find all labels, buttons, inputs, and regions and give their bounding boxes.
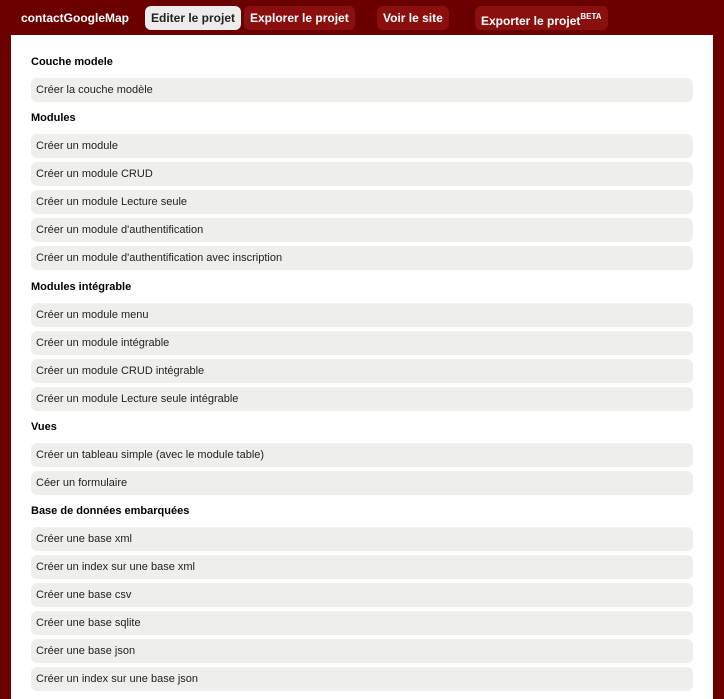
- nav-export-project-button[interactable]: [475, 6, 608, 30]
- action-creer-base-json[interactable]: Créer une base json: [31, 639, 693, 663]
- action-creer-module-integrable[interactable]: Créer un module intégrable: [31, 331, 693, 355]
- action-creer-module-lecture-seule-integrable[interactable]: Créer un module Lecture seule intégrable: [31, 387, 693, 411]
- brand-title[interactable]: contactGoogleMap: [21, 11, 130, 25]
- main-panel: [11, 35, 713, 699]
- top-navbar: [0, 0, 724, 35]
- action-creer-module-crud-integrable[interactable]: Créer un module CRUD intégrable: [31, 359, 693, 383]
- action-creer-base-xml[interactable]: Créer une base xml: [31, 527, 693, 551]
- action-creer-couche-modele[interactable]: Créer la couche modèle: [31, 78, 693, 102]
- action-creer-module-authentification[interactable]: Créer un module d'authentification: [31, 218, 693, 242]
- nav-explore-project-button[interactable]: Explorer le projet: [244, 6, 355, 30]
- action-creer-tableau-simple[interactable]: Créer un tableau simple (avec le module table): [31, 443, 693, 467]
- action-creer-base-csv[interactable]: Créer une base csv: [31, 583, 693, 607]
- action-creer-base-sqlite[interactable]: Créer une base sqlite: [31, 611, 693, 635]
- action-creer-formulaire[interactable]: Céer un formulaire: [31, 471, 693, 495]
- beta-badge: BETA: [580, 12, 602, 21]
- nav-export-label: Exporter le projet: [481, 14, 581, 28]
- nav-view-site-button[interactable]: Voir le site: [377, 6, 449, 30]
- action-creer-module-crud[interactable]: Créer un module CRUD: [31, 162, 693, 186]
- action-creer-module[interactable]: Créer un module: [31, 134, 693, 158]
- section-title-modules-integrable: Modules intégrable: [31, 281, 132, 293]
- action-creer-module-menu[interactable]: Créer un module menu: [31, 303, 693, 327]
- section-title-modules: Modules: [31, 112, 76, 124]
- section-title-couche-modele: Couche modele: [31, 56, 113, 68]
- action-creer-module-authentification-inscription[interactable]: Créer un module d'authentification avec inscription: [31, 246, 693, 270]
- nav-edit-project-button[interactable]: Editer le projet: [145, 6, 241, 30]
- section-title-vues: Vues: [31, 421, 57, 433]
- action-creer-index-base-xml[interactable]: Créer un index sur une base xml: [31, 555, 693, 579]
- action-creer-module-lecture-seule[interactable]: Créer un module Lecture seule: [31, 190, 693, 214]
- action-creer-index-base-json[interactable]: Créer un index sur une base json: [31, 667, 693, 691]
- section-title-base-donnees: Base de données embarquées: [31, 505, 190, 517]
